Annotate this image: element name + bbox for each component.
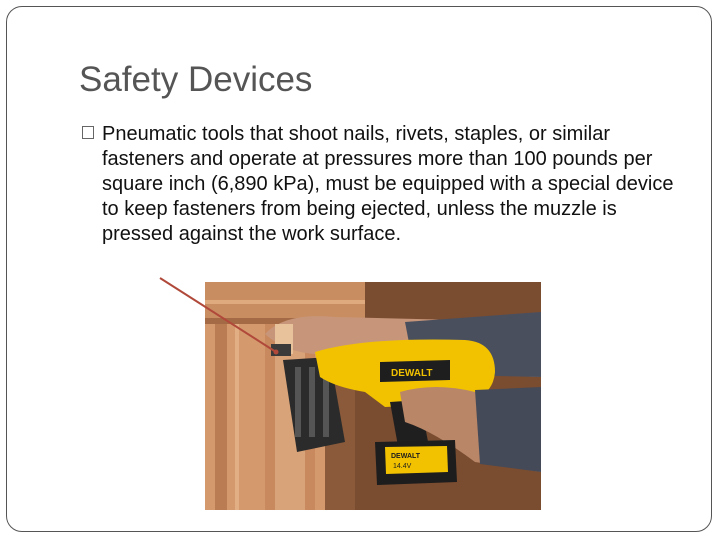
battery-voltage-label: 14.4V <box>393 463 412 470</box>
checkbox-bullet-icon <box>82 126 94 139</box>
slide-title: Safety Devices <box>79 60 313 99</box>
battery-brand-label: DEWALT <box>391 453 421 460</box>
nail-gun-photo <box>205 282 541 510</box>
muzzle <box>271 344 291 356</box>
bullet-item <box>82 122 682 247</box>
bullet-text: Pneumatic tools that shoot nails, rivets, staples, or similar fasteners and operate at pressures more than 100 pounds per square inch (6,890 kPa), must be equipped with a special device to keep fasteners from being ejected, unless the muzzle is pressed against the work surface. <box>102 123 674 245</box>
tool-brand-label: DEWALT <box>391 368 433 379</box>
